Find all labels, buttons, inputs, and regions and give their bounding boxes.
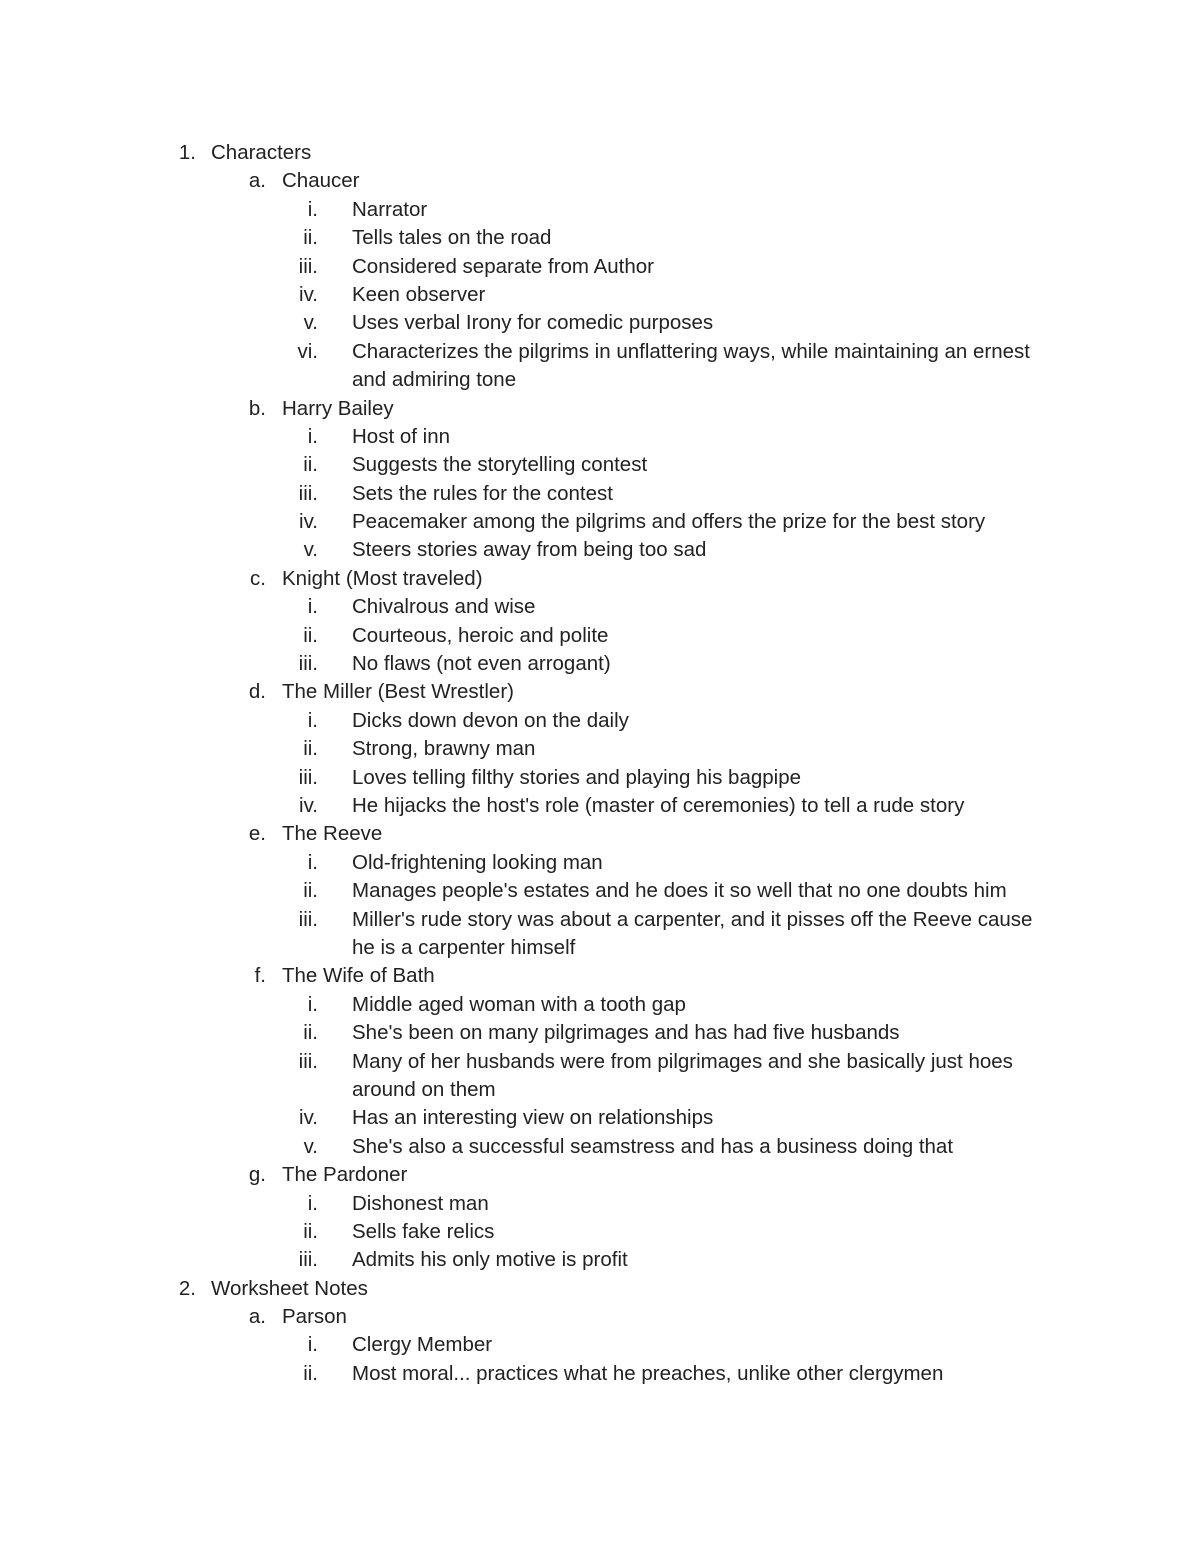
list-item-text: Strong, brawny man (352, 737, 536, 761)
list-marker: i. (307, 708, 318, 732)
subsection-item (0, 678, 1200, 706)
subsection-item (0, 1161, 1200, 1189)
list-item-text: Dicks down devon on the daily (352, 708, 629, 732)
list-item (0, 480, 1200, 508)
list-item-text: Narrator (352, 197, 428, 221)
subsection-heading: The Miller (Best Wrestler) (282, 680, 514, 704)
list-item-text: Most moral... practices what he preaches, unlike other clergymen (352, 1361, 944, 1385)
list-marker: i. (307, 197, 318, 221)
list-item-text: Uses verbal Irony for comedic purposes (352, 311, 714, 335)
section-item (0, 139, 1200, 167)
list-marker: d. (248, 680, 266, 704)
list-item (0, 906, 1200, 963)
list-item (0, 1019, 1200, 1047)
list-marker: i. (307, 1333, 318, 1357)
subsection-heading: Knight (Most traveled) (282, 566, 483, 590)
section-item (0, 1275, 1200, 1303)
list-item-text: She's been on many pilgrimages and has had five husbands (352, 1021, 900, 1045)
list-item (0, 622, 1200, 650)
list-item-text: She's also a successful seamstress and has a business doing that (352, 1134, 954, 1158)
subsection-item (0, 820, 1200, 848)
list-marker: iii. (298, 652, 318, 676)
list-marker: ii. (303, 226, 318, 250)
list-marker: ii. (303, 453, 318, 477)
list-item (0, 764, 1200, 792)
list-item-text: Manages people's estates and he does it so well that no one doubts him (352, 879, 1007, 903)
list-marker: ii. (303, 737, 318, 761)
list-item (0, 196, 1200, 224)
list-item-text: He hijacks the host's role (master of ceremonies) to tell a rude story (352, 794, 965, 817)
list-item-text: Loves telling filthy stories and playing his bagpipe (352, 765, 801, 789)
list-marker: ii. (303, 1219, 318, 1243)
list-marker: ii. (303, 1021, 318, 1045)
list-item (0, 224, 1200, 252)
list-marker: 2. (178, 1276, 196, 1300)
section-heading: Characters (211, 141, 312, 164)
list-item (0, 650, 1200, 678)
subsection-heading: Parson (282, 1305, 347, 1329)
subsection-item (0, 167, 1200, 195)
list-marker: i. (307, 424, 318, 448)
list-marker: i. (307, 1191, 318, 1215)
list-item-text: Keen observer (352, 282, 486, 306)
list-item-text: Tells tales on the road (352, 226, 552, 250)
outline-list (0, 139, 1200, 1388)
subsection-heading: The Reeve (282, 822, 383, 846)
list-marker: c. (250, 566, 266, 590)
list-marker: iv. (299, 794, 318, 817)
list-item-text: Host of inn (352, 424, 450, 448)
list-item-text: Middle aged woman with a tooth gap (352, 992, 686, 1016)
list-item-text: Sells fake relics (352, 1219, 495, 1243)
list-item-text: Many of her husbands were from pilgrimages and she basically just hoes around on them (352, 1049, 1013, 1101)
list-item (0, 707, 1200, 735)
list-marker: ii. (303, 879, 318, 903)
list-item-text: Courteous, heroic and polite (352, 623, 609, 647)
list-marker: iv. (299, 510, 318, 534)
list-marker: 1. (178, 141, 196, 164)
list-marker: v. (303, 1134, 318, 1158)
list-marker: e. (248, 822, 266, 846)
list-item (0, 1048, 1200, 1105)
list-item (0, 1218, 1200, 1246)
list-item-text: Suggests the storytelling contest (352, 453, 648, 477)
list-marker: ii. (303, 623, 318, 647)
list-marker: iii. (298, 1248, 318, 1272)
list-marker: i. (307, 850, 318, 874)
subsection-heading: Chaucer (282, 169, 360, 193)
list-item (0, 1246, 1200, 1274)
list-item (0, 536, 1200, 564)
list-marker: v. (303, 538, 318, 562)
list-item (0, 1104, 1200, 1132)
list-item (0, 877, 1200, 905)
list-item-text: Chivalrous and wise (352, 595, 536, 619)
list-marker: g. (248, 1163, 266, 1187)
list-item (0, 1190, 1200, 1218)
list-item (0, 792, 1200, 820)
list-item (0, 423, 1200, 451)
list-marker: iii. (298, 765, 318, 789)
list-item-text: Considered separate from Author (352, 254, 654, 278)
list-marker: iv. (299, 1106, 318, 1130)
subsection-item (0, 962, 1200, 990)
list-item-text: Peacemaker among the pilgrims and offers the prize for the best story (352, 510, 986, 534)
list-item (0, 735, 1200, 763)
list-item-text: Miller's rude story was about a carpenter, and it pisses off the Reeve cause he is a carpenter himself (352, 907, 1033, 959)
list-item-text: Steers stories away from being too sad (352, 538, 707, 562)
list-item-text: Has an interesting view on relationships (352, 1106, 714, 1130)
list-marker: f. (254, 964, 266, 988)
list-marker: iv. (299, 282, 318, 306)
list-marker: i. (307, 595, 318, 619)
list-item (0, 1360, 1200, 1388)
list-item-text: Dishonest man (352, 1191, 489, 1215)
list-marker: iii. (298, 1049, 318, 1073)
list-item (0, 451, 1200, 479)
list-marker: a. (248, 169, 266, 193)
list-item (0, 309, 1200, 337)
list-item (0, 991, 1200, 1019)
list-item (0, 593, 1200, 621)
list-item (0, 849, 1200, 877)
subsection-heading: The Wife of Bath (282, 964, 435, 988)
list-item (0, 508, 1200, 536)
list-item (0, 1133, 1200, 1161)
list-marker: a. (248, 1305, 266, 1329)
list-marker: v. (303, 311, 318, 335)
list-item-text: Characterizes the pilgrims in unflattering ways, while maintaining an ernest and admiring tone (352, 339, 1030, 392)
list-item-text: Old-frightening looking man (352, 850, 603, 874)
list-marker: b. (248, 396, 266, 420)
list-marker: iii. (298, 907, 318, 931)
list-marker: iii. (298, 481, 318, 505)
list-item-text: Clergy Member (352, 1333, 493, 1357)
list-item (0, 253, 1200, 281)
list-item (0, 1331, 1200, 1359)
subsection-heading: The Pardoner (282, 1163, 408, 1187)
list-item (0, 338, 1200, 395)
list-item (0, 281, 1200, 309)
list-item-text: Sets the rules for the contest (352, 481, 613, 505)
list-marker: iii. (298, 254, 318, 278)
list-item-text: No flaws (not even arrogant) (352, 652, 611, 676)
list-marker: i. (307, 992, 318, 1016)
list-item-text: Admits his only motive is profit (352, 1248, 628, 1272)
section-heading: Worksheet Notes (211, 1276, 368, 1300)
subsection-item (0, 395, 1200, 423)
list-marker: ii. (303, 1361, 318, 1385)
subsection-item (0, 565, 1200, 593)
subsection-item (0, 1303, 1200, 1331)
list-marker: vi. (297, 339, 318, 363)
subsection-heading: Harry Bailey (282, 396, 394, 420)
